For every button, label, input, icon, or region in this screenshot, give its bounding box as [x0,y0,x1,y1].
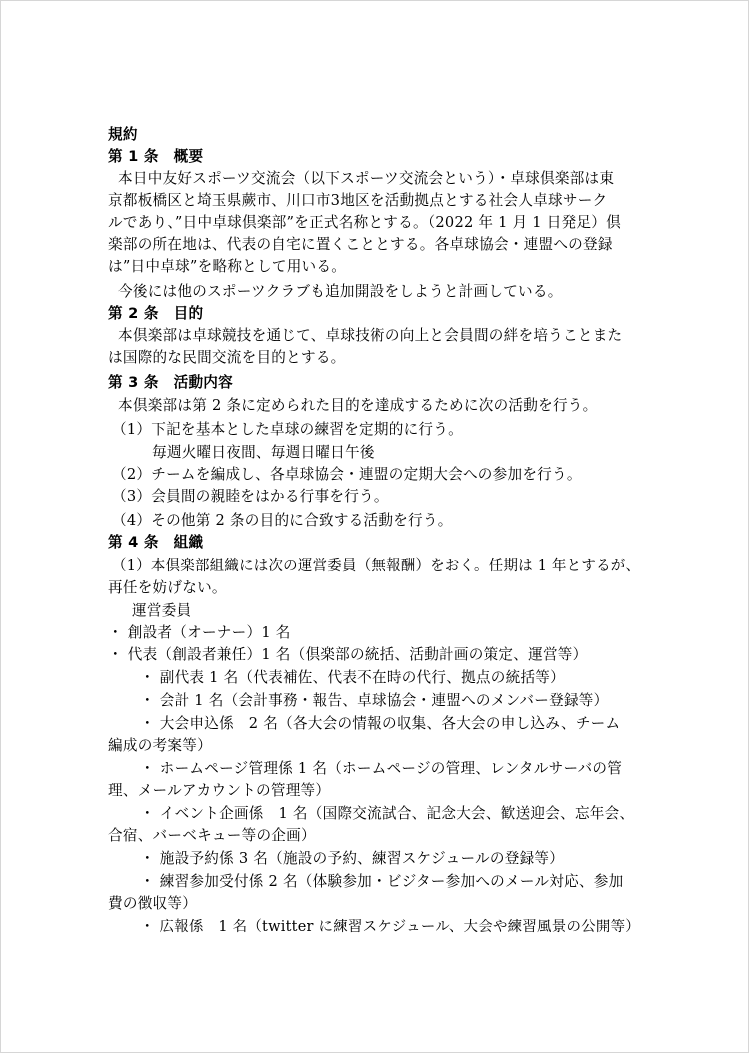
article-3-heading: 第 3 条 活動内容 [108,374,233,391]
committee-role: ・ 創設者（オーナー）1 名 [108,624,291,641]
article-3-line: 本倶楽部は第 2 条に定められた目的を達成するために次の活動を行う。 [118,397,598,414]
committee-role-continued: 費の徴収等） [108,895,198,912]
article-3-item: （2）チームを編成し、各卓球協会・連盟の定期大会への参加を行う。 [112,466,582,483]
committee-role: ・ 練習参加受付係 2 名（体験参加・ビジター参加へのメール対応、参加 [140,873,624,890]
article-2-line: 本倶楽部は卓球競技を通じて、卓球技術の向上と会員間の絆を培うことまた [118,327,623,344]
article-3-item: （1）下記を基本とした卓球の練習を定期的に行う。 [112,421,463,438]
committee-role-continued: 理、メールアカウントの管理等） [108,782,331,799]
committee-role: ・ 大会申込係 2 名（各大会の情報の収集、各大会の申し込み、チーム [140,715,621,732]
committee-role: ・ 副代表 1 名（代表補佐、代表不在時の代行、拠点の統括等） [140,669,565,686]
committee-role: ・ 会計 1 名（会計事務・報告、卓球協会・連盟へのメンバー登録等） [140,692,609,709]
article-1-line: 本日中友好スポーツ交流会（以下スポーツ交流会という）・卓球倶楽部は東 [118,170,615,187]
article-1-line: 今後には他のスポーツクラブも追加開設をしようと計画している。 [118,283,563,300]
article-3-item: （3）会員間の親睦をはかる行事を行う。 [112,488,389,505]
article-3-item: （4）その他第 2 条の目的に合致する活動を行う。 [112,512,453,529]
committee-role-continued: 合宿、バーベキュー等の企画） [108,827,316,844]
article-1-line: 京都板橋区と埼玉県蕨市、川口市3地区を活動拠点とする社会人卓球サーク [108,192,608,209]
article-4-line: （1）本倶楽部組織には次の運営委員（無報酬）をおく。任期は 1 年とするが、 [112,558,641,574]
committee-role: ・ 代表（創設者兼任）1 名（倶楽部の統括、活動計画の策定、運営等） [108,646,588,663]
committee-role-continued: 編成の考案等） [108,737,212,754]
article-2-heading: 第 2 条 目的 [108,305,204,322]
article-1-line: は”日中卓球”を略称として用いる。 [108,258,347,275]
article-1-line: ルであり、”日中卓球倶楽部”を正式名称とする。（2022 年 1 月 1 日発足）倶 [108,214,621,231]
article-1-heading: 第 1 条 概要 [108,148,204,165]
committee-label: 運営委員 [132,602,192,619]
article-4-line: 再任を妨げない。 [108,579,227,596]
committee-role: ・ 施設予約係 3 名（施設の予約、練習スケジュールの登録等） [140,850,565,867]
committee-role: ・ ホームページ管理係 1 名（ホームページの管理、レンタルサーバの管 [140,760,623,777]
committee-role: ・ イベント企画係 1 名（国際交流試合、記念大会、歓送迎会、忘年会、 [140,805,635,822]
article-1-line: 楽部の所在地は、代表の自宅に置くこととする。各卓球協会・連盟への登録 [108,236,613,253]
document-title: 規約 [108,126,138,143]
article-3-schedule: 毎週火曜日夜間、毎週日曜日午後 [152,444,375,461]
committee-role: ・ 広報係 1 名（twitter に練習スケジュール、大会や練習風景の公開等） [140,919,640,935]
article-4-heading: 第 4 条 組織 [108,534,204,551]
article-2-line: は国際的な民間交流を目的とする。 [108,349,346,366]
